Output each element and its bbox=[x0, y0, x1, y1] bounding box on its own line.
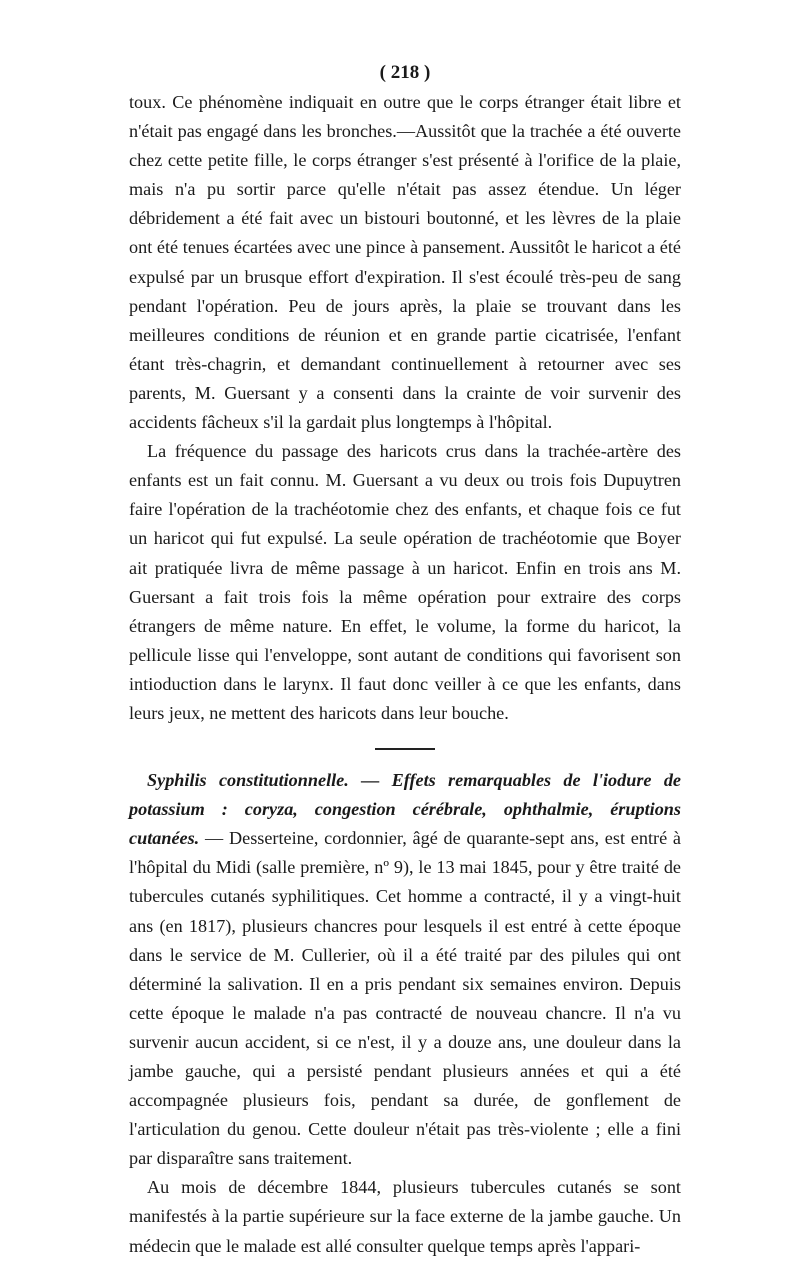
section-divider bbox=[375, 748, 435, 750]
page-number: ( 218 ) bbox=[379, 62, 431, 83]
paragraph-december: Au mois de décembre 1844, plusieurs tubercules cutanés se sont manifestés à la partie supérieure sur la face externe de la jambe gauche. Un médecin que le malade est allé consulter quelque temps après l'appari- bbox=[129, 1177, 681, 1256]
section-title: Syphilis constitutionnelle. — Effets remarquables de l'iodure de potassium : coryza, congestion cérébrale, ophthalmie, éruptions cutanées. bbox=[129, 770, 681, 849]
paragraph-continuation: toux. Ce phénomène indiquait en outre que le corps étranger était libre et n'était pas engagé dans les bronches.—Aussitôt que la trachée a été ouverte chez cette petite fille, le corps étranger s'est présenté à l'orifice de la plaie, mais n'a pu sortir parce qu'elle n'était pas assez étendue. Un léger débridement a été fait avec un bistouri boutonné, et les lèvres de la plaie ont été tenues écartées avec une pince à pansement. Aussitôt le haricot a été expulsé par un brusque effort d'expiration. Il s'est écoulé très-peu de sang pendant l'opération. Peu de jours après, la plaie se trouvant dans les meilleures conditions de réunion et en grande partie cicatrisée, l'enfant étant très-chagrin, et demandant continuellement à retourner avec ses parents, M. Guersant y a consenti dans la crainte de voir survenir des accidents fâcheux s'il la gardait plus longtemps à l'hôpital. bbox=[129, 92, 681, 433]
section-body: — Desserteine, cordonnier, âgé de quarante-sept ans, est entré à l'hôpital du Midi (salle première, nº 9), le 13 mai 1845, pour y être traité de tubercules cutanés syphilitiques. Cet homme a contracté, il y a vingt-huit ans (en 1817), plusieurs chancres pour lesquels il est entré à cette époque dans le service de M. Cullerier, où il a été traité par des pilules qui ont déterminé la salivation. Il en a pris pendant six semaines environ. Depuis cette époque le malade n'a pas contracté de nouveau chancre. Il n'a vu survenir aucun accident, si ce n'est, il y a douze ans, une douleur dans la jambe gauche, qui a persisté pendant plusieurs années et qui a été accompagnée plusieurs fois, pendant sa durée, de gonflement de l'articulation du genou. Cette douleur n'était pas très-violente ; elle a fini par disparaître sans traitement. bbox=[129, 828, 681, 1169]
paragraph-syphilis-case bbox=[129, 766, 681, 1173]
paragraph-haricots: La fréquence du passage des haricots crus dans la trachée-artère des enfants est un fait connu. M. Guersant a vu deux ou trois fois Dupuytren faire l'opération de la trachéotomie chez des enfants, et chaque fois ce fut un haricot qui fut expulsé. La seule opération de trachéotomie que Boyer ait pratiquée livra de même passage à un haricot. Enfin en trois ans M. Guersant a fait trois fois la même opération pour extraire des corps étrangers de même nature. En effet, le volume, la forme du haricot, la pellicule lisse qui l'enveloppe, sont autant de conditions qui favorisent son intioduction dans le larynx. Il faut donc veiller à ce que les enfants, dans leurs jeux, ne mettent des haricots dans leur bouche. bbox=[129, 441, 681, 723]
book-page bbox=[129, 58, 681, 1261]
